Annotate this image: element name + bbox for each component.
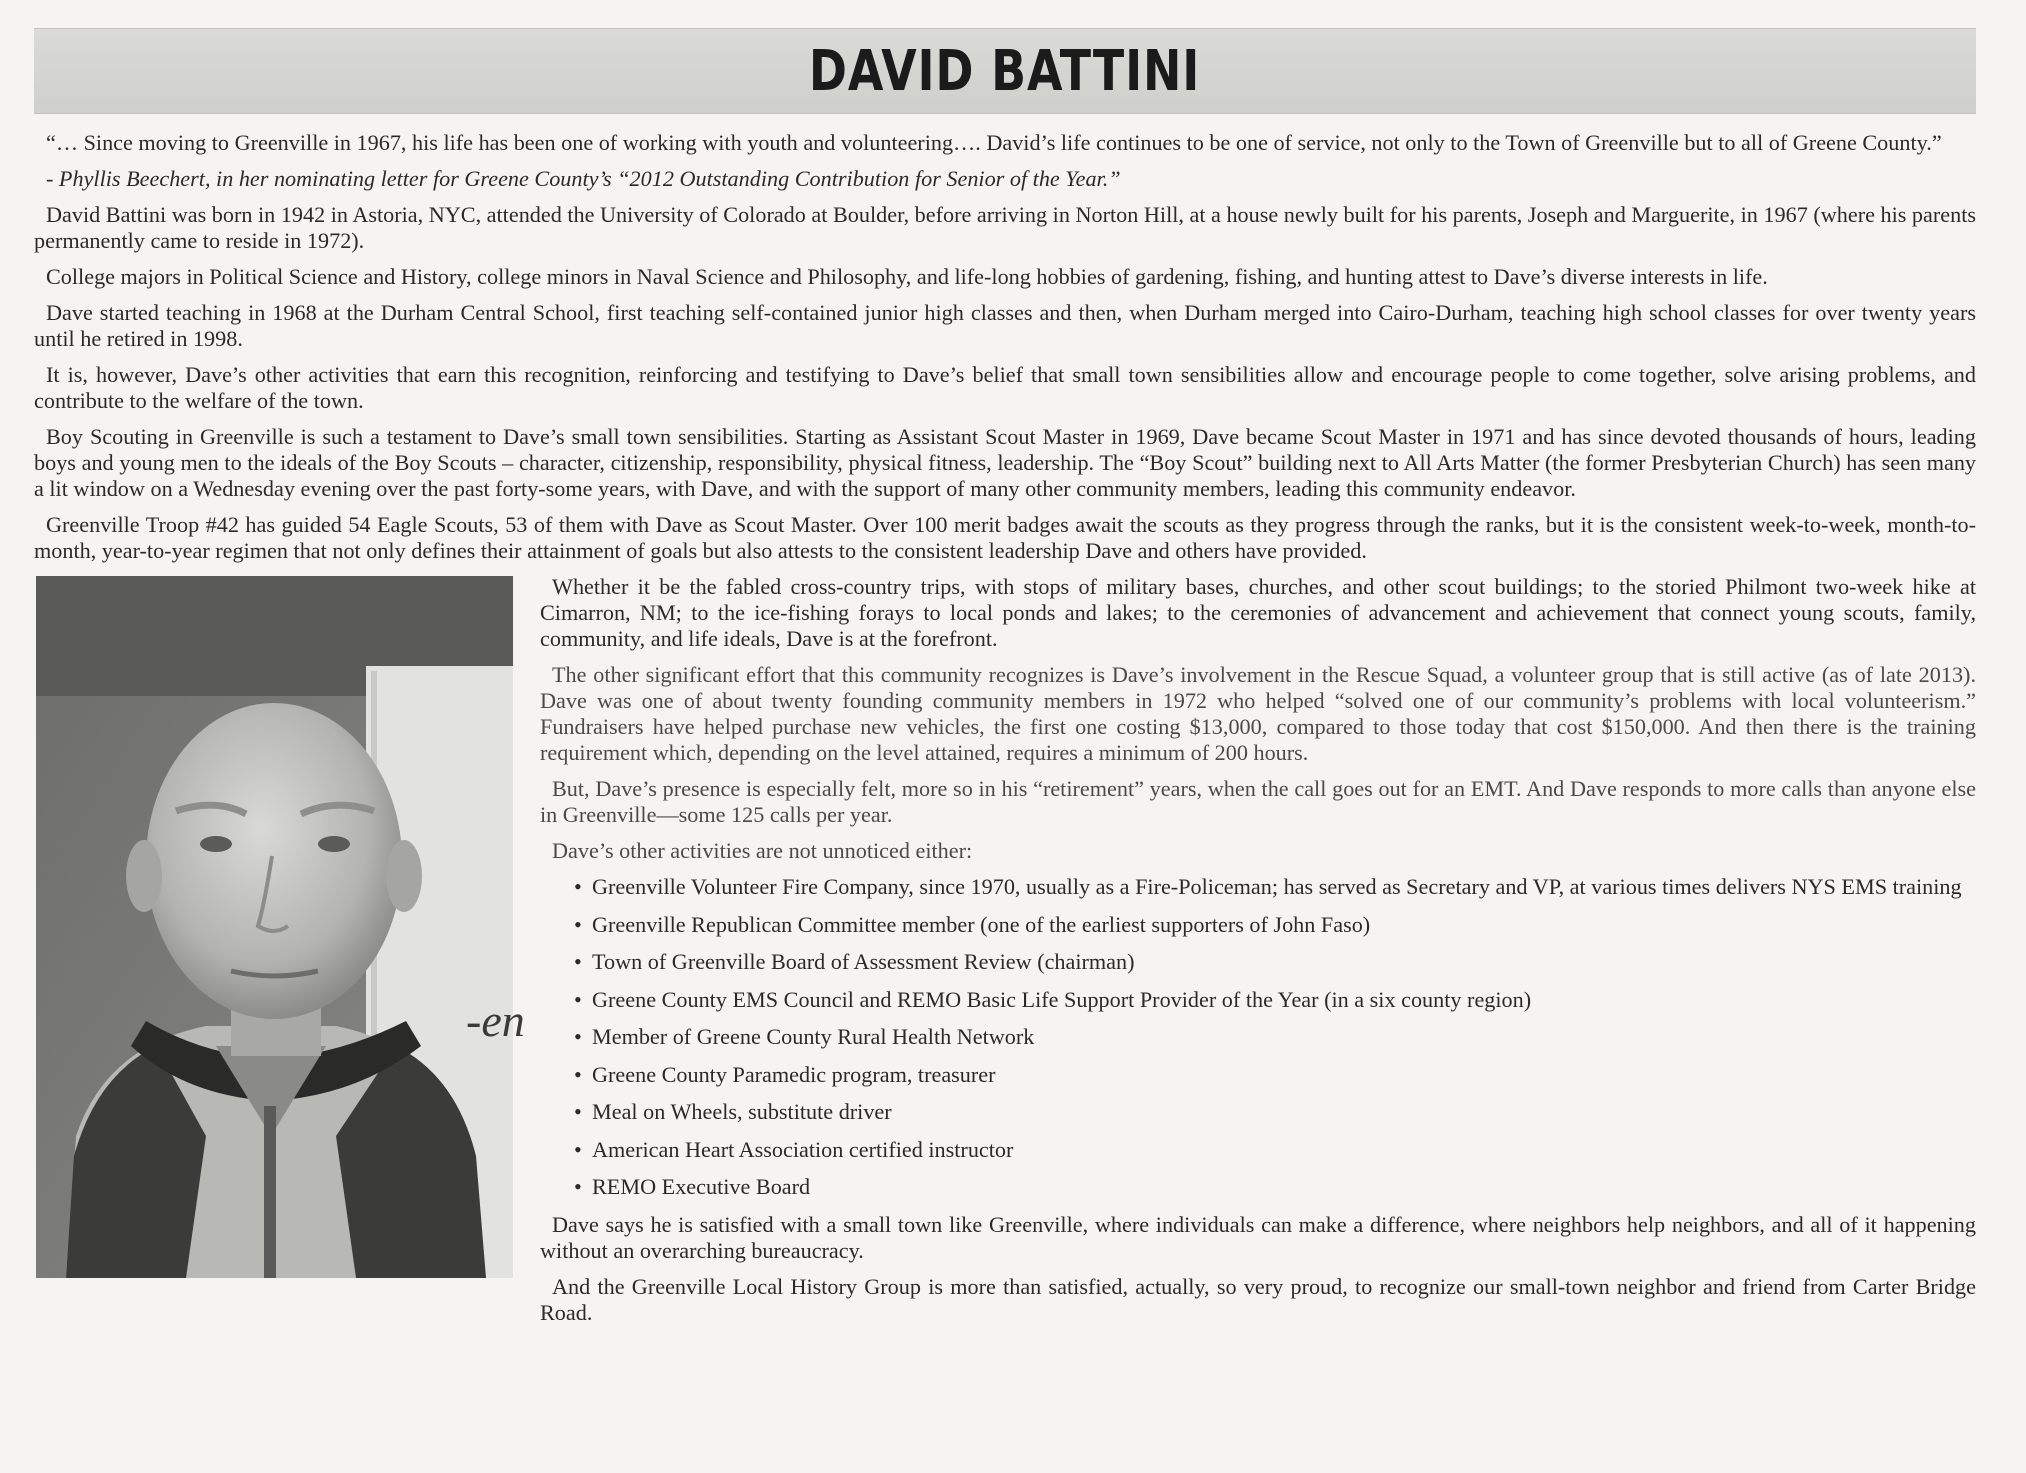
paragraph-education: College majors in Political Science and History, college minors in Naval Science and Philosophy, and life-long hobbies of gardening, fishing, and hunting attest to Dave’s diverse interests in life. <box>46 264 1768 289</box>
list-item: • Greene County EMS Council and REMO Basic Life Support Provider of the Year (in a six county region) <box>578 987 1976 1013</box>
right-column <box>540 574 1976 1326</box>
paragraph-teaching: Dave started teaching in 1968 at the Durham Central School, first teaching self-contained junior high classes and then, when Durham merged into Cairo-Durham, teaching high school classes for over twenty years until he retired in 1998. <box>34 300 1976 351</box>
paragraph-trips: Whether it be the fabled cross-country trips, with stops of military bases, churches, and other scout buildings; to the storied Philmont two-week hike at Cimarron, NM; to the ice-fishing forays to local ponds and lakes; to the ceremonies of advancement and achievement that connect young scouts, family, community, and life ideals, Dave is at the forefront. <box>540 574 1976 651</box>
paragraph-rescue-squad: The other significant effort that this community recognizes is Dave’s involvement in the Rescue Squad, a volunteer group that is still active (as of late 2013). Dave was one of about twenty founding community members in 1972 who helped “solved one of our community’s problems with local volunteerism.” Fundraisers have helped purchase new vehicles, the first one costing $13,000, compared to those today that cost $150,000. And then there is the training requirement which, depending on the level attained, requires a minimum of 200 hours. <box>540 662 1976 765</box>
list-item: • Meal on Wheels, substitute driver <box>578 1099 1976 1125</box>
paragraph-recognition: It is, however, Dave’s other activities that earn this recognition, reinforcing and testifying to Dave’s belief that small town sensibilities allow and encourage people to come together, solve arising problems, and contribute to the welfare of the town. <box>34 362 1976 413</box>
quote-attribution: - Phyllis Beechert, in her nominating letter for Greene County’s “2012 Outstanding Contribution for Senior of the Year.” <box>46 166 1121 191</box>
list-item: • Greenville Republican Committee member (one of the earliest supporters of John Faso) <box>578 912 1976 938</box>
paragraph-emt-presence: But, Dave’s presence is especially felt, more so in his “retirement” years, when the call goes out for an EMT. And Dave responds to more calls than anyone else in Greenville—some 125 calls per year. <box>540 776 1976 827</box>
list-item: • REMO Executive Board <box>578 1174 1976 1200</box>
list-item: • American Heart Association certified instructor <box>578 1137 1976 1163</box>
page <box>34 28 1976 1336</box>
paragraph-boy-scouting: Boy Scouting in Greenville is such a testament to Dave’s small town sensibilities. Starting as Assistant Scout Master in 1969, Dave became Scout Master in 1971 and has since devoted thousands of hours, leading boys and young men to the ideals of the Boy Scouts – character, citizenship, responsibility, physical fitness, leadership. The “Boy Scout” building next to All Arts Matter (the former Presbyterian Church) has seen many a lit window on a Wednesday evening over the past forty-some years, with Dave, and with the support of many other community members, leading this community endeavor. <box>34 424 1976 501</box>
list-item: • Town of Greenville Board of Assessment Review (chairman) <box>578 949 1976 975</box>
article-body <box>34 130 1976 1326</box>
activities-intro: Dave’s other activities are not unnoticed either: <box>552 838 973 863</box>
portrait-illustration <box>36 576 525 1278</box>
paragraph-troop-42: Greenville Troop #42 has guided 54 Eagle Scouts, 53 of them with Dave as Scout Master. Over 100 merit badges await the scouts as they progress through the ranks, but it is the consistent week-to-week, month-to-month, year-to-year regimen that not only defines their attainment of goals but also attests to the consistent leadership Dave and others have provided. <box>34 512 1976 563</box>
portrait-photo <box>36 576 525 1278</box>
lower-section <box>34 574 1976 1326</box>
opening-quote: “… Since moving to Greenville in 1967, his life has been one of working with youth and volunteering…. David’s life continues to be one of service, not only to the Town of Greenville but to all of Greene County.” <box>46 130 1942 155</box>
paragraph-closing-proud: And the Greenville Local History Group is more than satisfied, actually, so very proud, to recognize our small-town neighbor and friend from Carter Bridge Road. <box>540 1273 1976 1325</box>
jacket-lettering: -en <box>466 995 525 1046</box>
faded-section <box>540 662 1976 864</box>
activities-list <box>540 874 1976 1200</box>
page-title: DAVID BATTINI <box>809 38 1201 104</box>
list-item: • Member of Greene County Rural Health Network <box>578 1024 1976 1050</box>
list-item: • Greenville Volunteer Fire Company, since 1970, usually as a Fire-Policeman; has served as Secretary and VP, at various times delivers NYS EMS training <box>578 874 1976 900</box>
paragraph-closing-satisfied: Dave says he is satisfied with a small town like Greenville, where individuals can make a difference, where neighbors help neighbors, and all of it happening without an overarching bureaucracy. <box>540 1211 1976 1263</box>
title-bar <box>34 28 1976 114</box>
list-item: • Greene County Paramedic program, treasurer <box>578 1062 1976 1088</box>
paragraph-birth: David Battini was born in 1942 in Astoria, NYC, attended the University of Colorado at Boulder, before arriving in Norton Hill, at a house newly built for his parents, Joseph and Marguerite, in 1967 (where his parents permanently came to reside in 1972). <box>34 202 1976 253</box>
